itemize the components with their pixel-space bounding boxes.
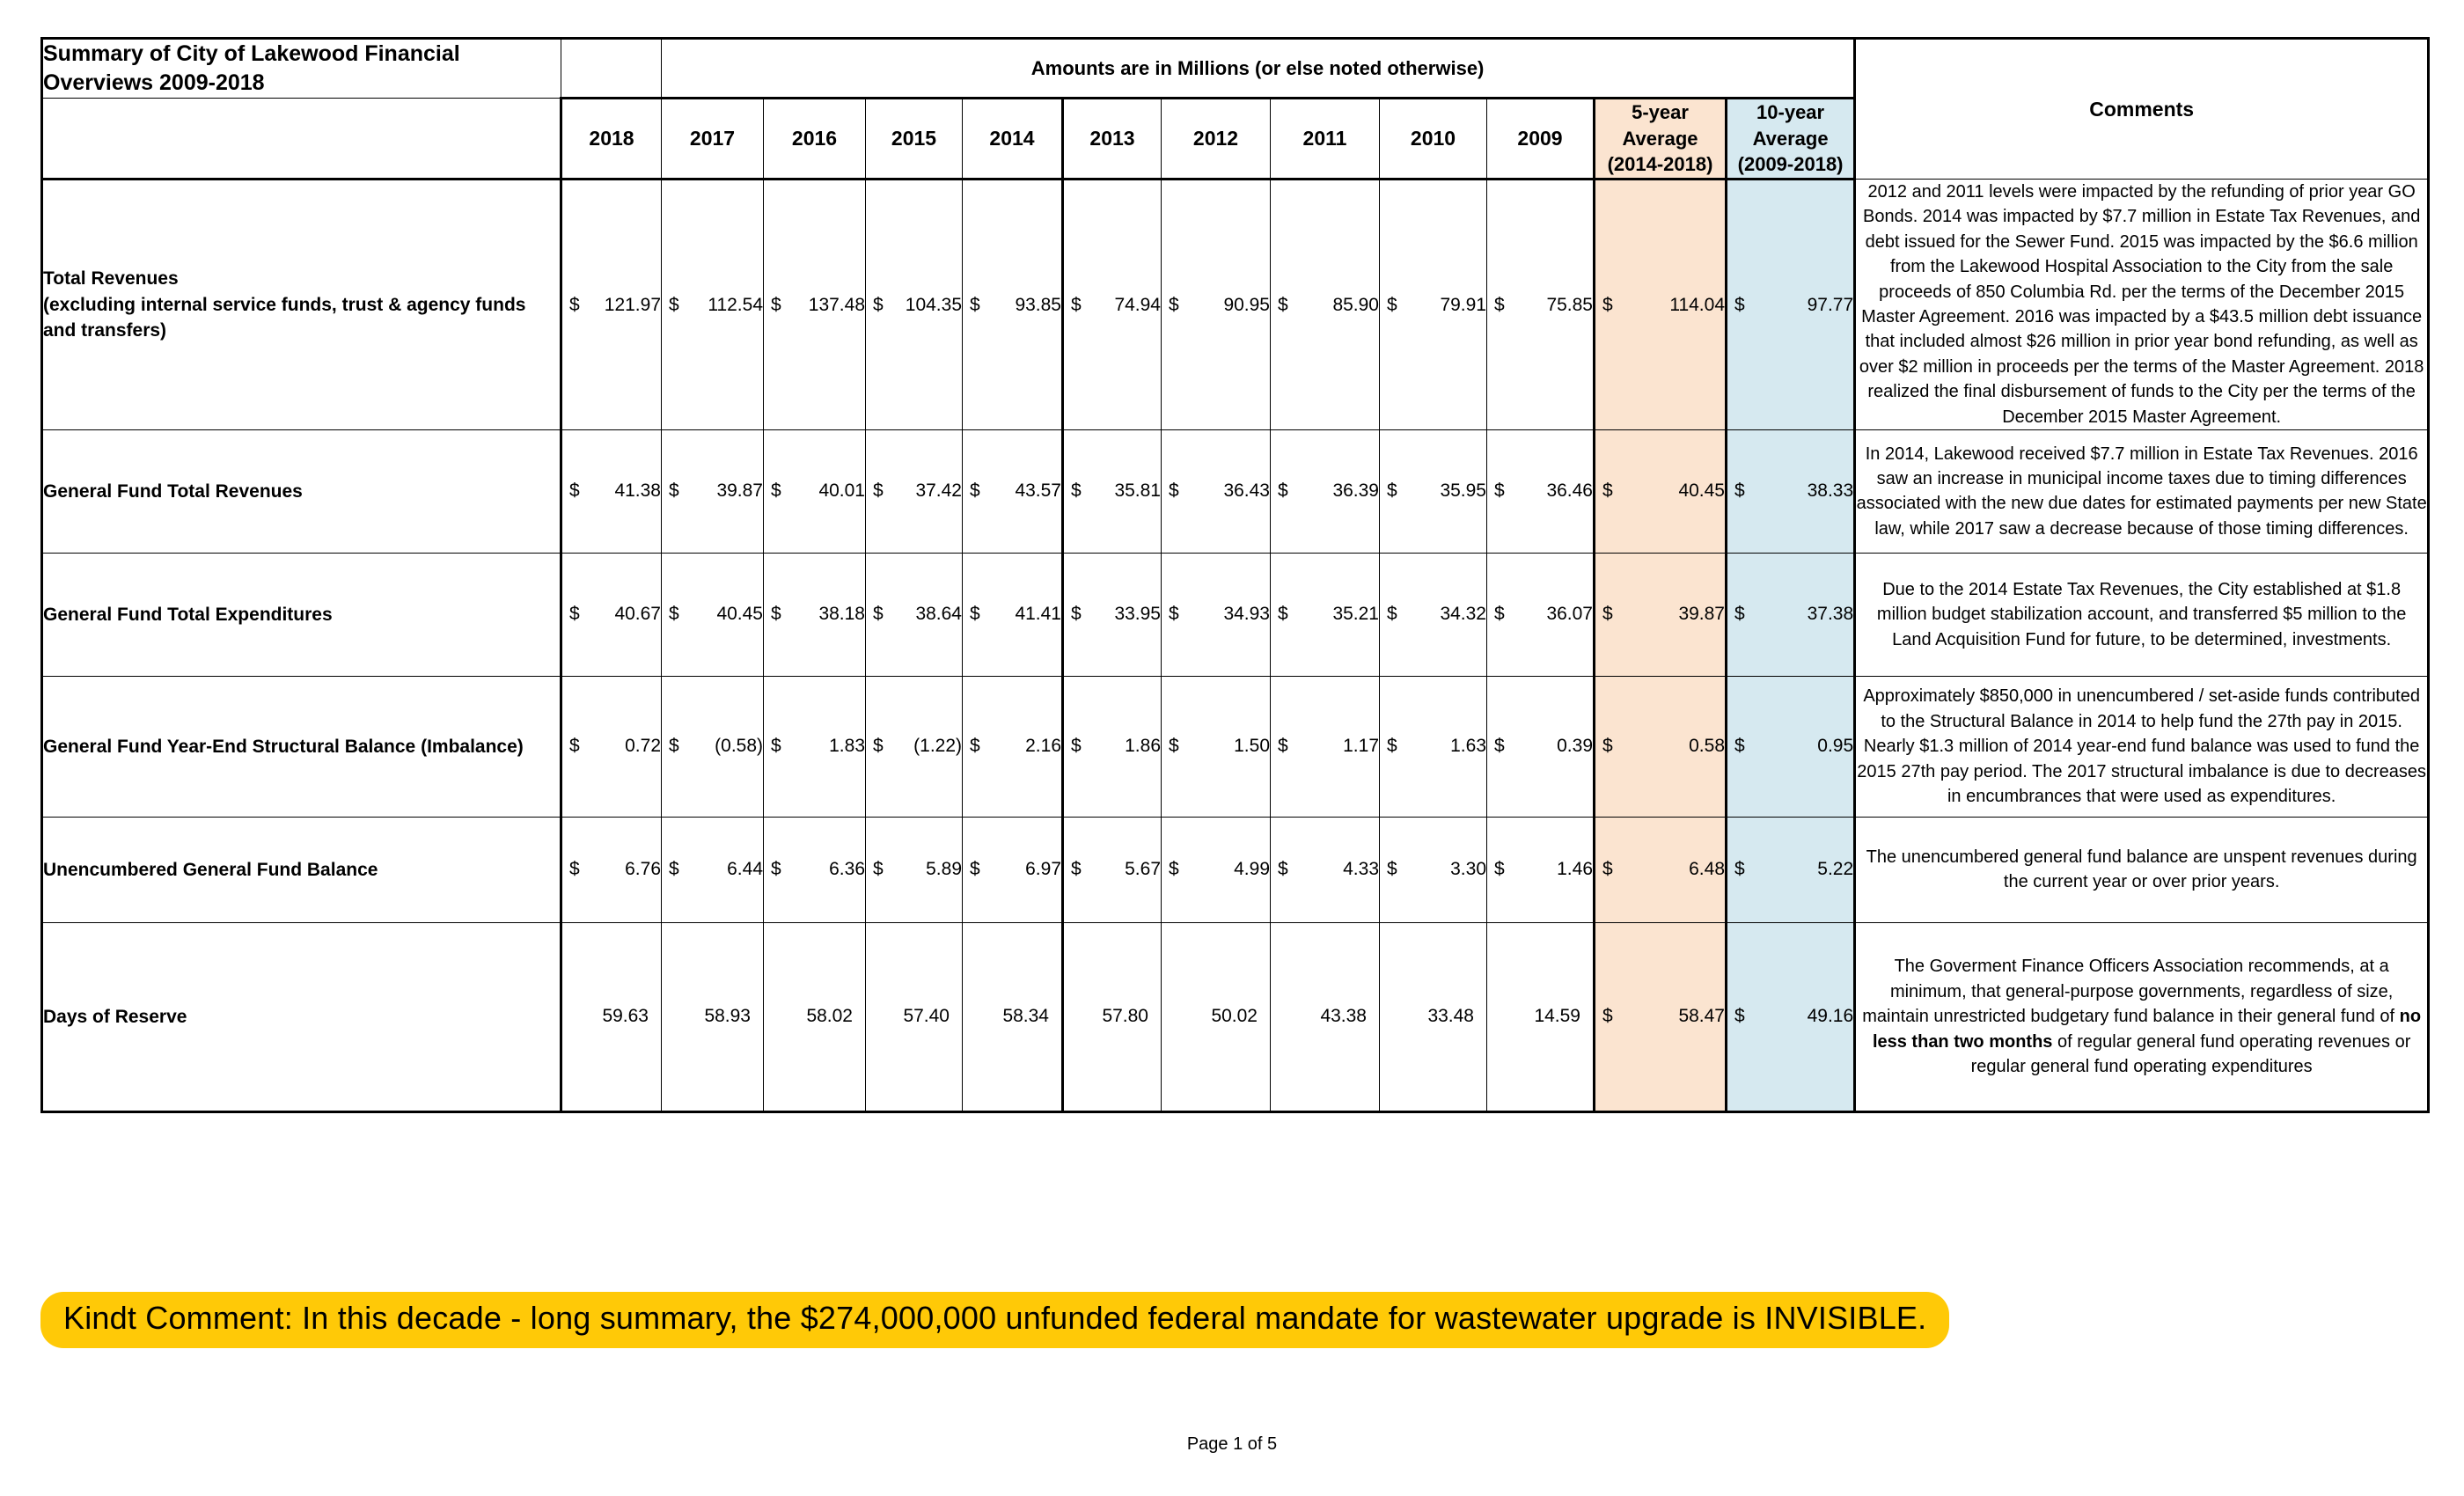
cell-gf-expenditures-2017 xyxy=(662,553,764,676)
cell-days-of-reserve-2011: 43.38 xyxy=(1271,922,1380,1111)
currency-symbol: $ xyxy=(970,736,980,757)
cell-gf-revenues-2010 xyxy=(1380,429,1487,553)
cell-gf-revenues-2009 xyxy=(1487,429,1595,553)
currency-symbol: $ xyxy=(1734,859,1745,880)
cell-gf-revenues-2013 xyxy=(1063,429,1162,553)
row-label-line1: Total Revenues xyxy=(43,268,179,289)
cell-value: 104.35 xyxy=(905,294,962,315)
currency-symbol: $ xyxy=(771,480,781,502)
currency-symbol: $ xyxy=(1494,604,1505,625)
currency-symbol: $ xyxy=(569,859,580,880)
cell-value: 97.77 xyxy=(1807,294,1854,315)
cell-unencumbered-2014 xyxy=(963,817,1063,922)
cell-value: 41.38 xyxy=(614,480,661,502)
cell-value: 1.83 xyxy=(829,736,865,757)
column-header-year-2017: 2017 xyxy=(662,99,764,180)
cell-total-revenues-2013 xyxy=(1063,180,1162,430)
cell-value: 6.36 xyxy=(829,859,865,880)
cell-structural-balance-avg5 xyxy=(1595,676,1727,817)
cell-value: 79.91 xyxy=(1440,294,1486,315)
cell-value: 137.48 xyxy=(808,294,865,315)
currency-symbol: $ xyxy=(669,859,679,880)
cell-total-revenues-2011 xyxy=(1271,180,1380,430)
column-header-year-2013: 2013 xyxy=(1063,99,1162,180)
cell-gf-revenues-2017 xyxy=(662,429,764,553)
cell-value: 41.41 xyxy=(1015,604,1061,625)
currency-symbol: $ xyxy=(569,480,580,502)
currency-symbol: $ xyxy=(1387,859,1397,880)
currency-symbol: $ xyxy=(873,604,884,625)
table-row xyxy=(42,180,2429,430)
cell-value: 36.07 xyxy=(1546,604,1593,625)
cell-value: 93.85 xyxy=(1015,294,1061,315)
currency-symbol: $ xyxy=(669,294,679,315)
currency-symbol: $ xyxy=(1387,294,1397,315)
avg5-line3: (2014-2018) xyxy=(1607,153,1713,176)
currency-symbol: $ xyxy=(1734,736,1745,757)
cell-gf-revenues-avg10 xyxy=(1727,429,1855,553)
cell-gf-expenditures-avg5 xyxy=(1595,553,1727,676)
currency-symbol: $ xyxy=(1169,294,1179,315)
cell-unencumbered-2013 xyxy=(1063,817,1162,922)
cell-unencumbered-2016 xyxy=(764,817,866,922)
cell-value: 38.64 xyxy=(915,604,962,625)
column-header-10-year-average xyxy=(1727,99,1855,180)
cell-value: 1.46 xyxy=(1557,859,1593,880)
currency-symbol: $ xyxy=(1071,736,1082,757)
kindt-comment-banner xyxy=(40,1292,2240,1348)
cell-days-of-reserve-avg10 xyxy=(1727,922,1855,1111)
currency-symbol: $ xyxy=(771,859,781,880)
currency-symbol: $ xyxy=(669,480,679,502)
cell-total-revenues-avg10 xyxy=(1727,180,1855,430)
cell-value: 36.39 xyxy=(1332,480,1379,502)
cell-value: 36.43 xyxy=(1223,480,1270,502)
cell-days-of-reserve-2009: 14.59 xyxy=(1487,922,1595,1111)
cell-value: 112.54 xyxy=(708,294,763,315)
cell-structural-balance-2013 xyxy=(1063,676,1162,817)
avg10-line1: 10-year xyxy=(1756,101,1825,123)
table-title-text: Summary of City of Lakewood Financial Overviews 2009-2018 xyxy=(43,41,460,95)
cell-gf-expenditures-2011 xyxy=(1271,553,1380,676)
currency-symbol: $ xyxy=(1387,604,1397,625)
currency-symbol: $ xyxy=(771,294,781,315)
cell-gf-revenues-2015 xyxy=(866,429,963,553)
currency-symbol: $ xyxy=(1278,480,1288,502)
cell-unencumbered-avg10 xyxy=(1727,817,1855,922)
cell-value: 6.44 xyxy=(727,859,763,880)
currency-symbol: $ xyxy=(970,294,980,315)
currency-symbol: $ xyxy=(1387,480,1397,502)
row-label-line2: (excluding internal service funds, trust & agency funds xyxy=(43,294,526,315)
cell-value: 5.89 xyxy=(926,859,962,880)
comment-general-fund-total-expenditures: Due to the 2014 Estate Tax Revenues, the City established at $1.8 million budget stabilization account, and transferred $5 million to the Land Acquisition Fund for future, to be determined, investments. xyxy=(1855,553,2429,676)
cell-value: 85.90 xyxy=(1332,294,1379,315)
cell-value: 0.58 xyxy=(1689,736,1725,757)
row-label-general-fund-total-revenues: General Fund Total Revenues xyxy=(42,429,561,553)
comment-text-pre: The Goverment Finance Officers Association recommends, at a minimum, that general-purpose governments, regardless of size, maintain unrestricted budgetary fund balance in their general fund of xyxy=(1862,957,2400,1027)
cell-value: 1.17 xyxy=(1343,736,1379,757)
cell-value: 5.67 xyxy=(1125,859,1161,880)
currency-symbol: $ xyxy=(669,736,679,757)
avg5-line1: 5-year xyxy=(1632,101,1689,123)
row-label-unencumbered-general-fund-balance: Unencumbered General Fund Balance xyxy=(42,817,561,922)
cell-value: 38.18 xyxy=(818,604,865,625)
avg10-line2: Average xyxy=(1752,127,1829,150)
column-header-year-2014: 2014 xyxy=(963,99,1063,180)
table-row xyxy=(42,676,2429,817)
currency-symbol: $ xyxy=(970,480,980,502)
column-header-year-2012: 2012 xyxy=(1162,99,1271,180)
cell-value: 43.57 xyxy=(1015,480,1061,502)
cell-value: 39.87 xyxy=(716,480,763,502)
cell-gf-revenues-2011 xyxy=(1271,429,1380,553)
currency-symbol: $ xyxy=(1602,1006,1613,1027)
cell-value: 4.33 xyxy=(1343,859,1379,880)
cell-total-revenues-2015 xyxy=(866,180,963,430)
cell-gf-revenues-2016 xyxy=(764,429,866,553)
currency-symbol: $ xyxy=(1494,294,1505,315)
currency-symbol: $ xyxy=(1071,294,1082,315)
cell-structural-balance-2017 xyxy=(662,676,764,817)
cell-total-revenues-avg5 xyxy=(1595,180,1727,430)
cell-value: 58.47 xyxy=(1678,1006,1725,1027)
column-header-5-year-average xyxy=(1595,99,1727,180)
cell-value: 40.45 xyxy=(1678,480,1725,502)
column-header-year-2018: 2018 xyxy=(561,99,662,180)
cell-value: 37.38 xyxy=(1807,604,1854,625)
currency-symbol: $ xyxy=(1734,604,1745,625)
cell-value: 0.95 xyxy=(1817,736,1854,757)
cell-days-of-reserve-2012: 50.02 xyxy=(1162,922,1271,1111)
cell-gf-expenditures-2013 xyxy=(1063,553,1162,676)
cell-gf-expenditures-avg10 xyxy=(1727,553,1855,676)
currency-symbol: $ xyxy=(1602,736,1613,757)
cell-value: 34.32 xyxy=(1440,604,1486,625)
cell-days-of-reserve-2016: 58.02 xyxy=(764,922,866,1111)
cell-days-of-reserve-2017: 58.93 xyxy=(662,922,764,1111)
comment-general-fund-total-revenues: In 2014, Lakewood received $7.7 million in Estate Tax Revenues. 2016 saw an increase in municipal income taxes due to timing differences associated with the new due dates for estimated payments per new State law, while 2017 saw a decrease because of those timing differences. xyxy=(1855,429,2429,553)
cell-value: 40.01 xyxy=(818,480,865,502)
column-header-year-2016: 2016 xyxy=(764,99,866,180)
cell-gf-revenues-2018 xyxy=(561,429,662,553)
comment-unencumbered-general-fund-balance: The unencumbered general fund balance are unspent revenues during the current year or over prior years. xyxy=(1855,817,2429,922)
cell-unencumbered-2015 xyxy=(866,817,963,922)
currency-symbol: $ xyxy=(873,294,884,315)
cell-value: 35.21 xyxy=(1332,604,1379,625)
currency-symbol: $ xyxy=(970,859,980,880)
amounts-note: Amounts are in Millions (or else noted otherwise) xyxy=(662,39,1855,99)
column-header-year-2011: 2011 xyxy=(1271,99,1380,180)
cell-value: 39.87 xyxy=(1678,604,1725,625)
row-label-structural-balance: General Fund Year-End Structural Balance (Imbalance) xyxy=(42,676,561,817)
cell-structural-balance-2010 xyxy=(1380,676,1487,817)
comments-column-header: Comments xyxy=(1855,39,2429,180)
currency-symbol: $ xyxy=(1071,859,1082,880)
currency-symbol: $ xyxy=(1278,294,1288,315)
cell-value: 36.46 xyxy=(1546,480,1593,502)
cell-unencumbered-avg5 xyxy=(1595,817,1727,922)
cell-value: 35.81 xyxy=(1114,480,1161,502)
currency-symbol: $ xyxy=(1734,1006,1745,1027)
cell-gf-expenditures-2010 xyxy=(1380,553,1487,676)
currency-symbol: $ xyxy=(1169,859,1179,880)
currency-symbol: $ xyxy=(771,736,781,757)
cell-structural-balance-2009 xyxy=(1487,676,1595,817)
currency-symbol: $ xyxy=(1602,604,1613,625)
currency-symbol: $ xyxy=(1602,480,1613,502)
currency-symbol: $ xyxy=(771,604,781,625)
cell-value: 1.86 xyxy=(1125,736,1161,757)
cell-days-of-reserve-2018: 59.63 xyxy=(561,922,662,1111)
currency-symbol: $ xyxy=(1278,859,1288,880)
cell-value: 2.16 xyxy=(1025,736,1061,757)
table-header-row-title xyxy=(42,39,2429,99)
currency-symbol: $ xyxy=(1169,736,1179,757)
cell-gf-expenditures-2018 xyxy=(561,553,662,676)
currency-symbol: $ xyxy=(669,604,679,625)
cell-value: 121.97 xyxy=(604,294,661,315)
currency-symbol: $ xyxy=(1071,604,1082,625)
currency-symbol: $ xyxy=(1278,604,1288,625)
cell-unencumbered-2012 xyxy=(1162,817,1271,922)
cell-value: 6.97 xyxy=(1025,859,1061,880)
cell-value: 33.95 xyxy=(1114,604,1161,625)
cell-total-revenues-2016 xyxy=(764,180,866,430)
cell-value: 1.63 xyxy=(1450,736,1486,757)
currency-symbol: $ xyxy=(1734,294,1745,315)
row-label-total-revenues xyxy=(42,180,561,430)
table-title xyxy=(42,39,561,99)
column-header-year-2015: 2015 xyxy=(866,99,963,180)
cell-total-revenues-2010 xyxy=(1380,180,1487,430)
column-header-year-2009: 2009 xyxy=(1487,99,1595,180)
table-row xyxy=(42,429,2429,553)
cell-value: 6.76 xyxy=(625,859,661,880)
row-label-days-of-reserve: Days of Reserve xyxy=(42,922,561,1111)
currency-symbol: $ xyxy=(1169,604,1179,625)
table-row xyxy=(42,817,2429,922)
cell-structural-balance-2014 xyxy=(963,676,1063,817)
cell-value: 0.72 xyxy=(625,736,661,757)
spacer-cell xyxy=(561,39,662,99)
cell-days-of-reserve-2010: 33.48 xyxy=(1380,922,1487,1111)
cell-gf-expenditures-2014 xyxy=(963,553,1063,676)
cell-unencumbered-2017 xyxy=(662,817,764,922)
currency-symbol: $ xyxy=(873,859,884,880)
currency-symbol: $ xyxy=(1602,859,1613,880)
cell-days-of-reserve-avg5 xyxy=(1595,922,1727,1111)
comment-text-bold: no less than two months xyxy=(1872,1007,2422,1052)
cell-structural-balance-2015 xyxy=(866,676,963,817)
currency-symbol: $ xyxy=(1169,480,1179,502)
cell-value: 114.04 xyxy=(1669,294,1725,315)
cell-value: (0.58) xyxy=(715,736,763,757)
cell-value: 90.95 xyxy=(1223,294,1270,315)
currency-symbol: $ xyxy=(1278,736,1288,757)
page-footer: Page 1 of 5 xyxy=(1186,1434,1278,1454)
currency-symbol: $ xyxy=(569,604,580,625)
currency-symbol: $ xyxy=(1071,480,1082,502)
cell-value: 1.50 xyxy=(1234,736,1270,757)
cell-gf-expenditures-2009 xyxy=(1487,553,1595,676)
currency-symbol: $ xyxy=(1494,859,1505,880)
cell-value: 5.22 xyxy=(1817,859,1854,880)
cell-gf-revenues-2012 xyxy=(1162,429,1271,553)
cell-unencumbered-2011 xyxy=(1271,817,1380,922)
cell-value: 40.45 xyxy=(716,604,763,625)
comment-text-post: of regular general fund operating revenues or regular general fund operating expenditures xyxy=(1970,1031,2411,1077)
cell-unencumbered-2010 xyxy=(1380,817,1487,922)
currency-symbol: $ xyxy=(1387,736,1397,757)
comment-structural-balance: Approximately $850,000 in unencumbered / set-aside funds contributed to the Structural Balance in 2014 to help fund the 27th pay in 2015. Nearly $1.3 million of 2014 year-end fund balance was used to fund the 2015 27th pay period. The 2017 structural imbalance is due to decreases in encumbrances that were used as expenditures. xyxy=(1855,676,2429,817)
cell-gf-revenues-avg5 xyxy=(1595,429,1727,553)
table-row xyxy=(42,553,2429,676)
cell-days-of-reserve-2014: 58.34 xyxy=(963,922,1063,1111)
currency-symbol: $ xyxy=(1734,480,1745,502)
row-label-general-fund-total-expenditures: General Fund Total Expenditures xyxy=(42,553,561,676)
cell-value: 34.93 xyxy=(1223,604,1270,625)
cell-value: 40.67 xyxy=(614,604,661,625)
cell-value: 49.16 xyxy=(1807,1006,1854,1027)
currency-symbol: $ xyxy=(1602,294,1613,315)
avg10-line3: (2009-2018) xyxy=(1737,153,1844,176)
cell-total-revenues-2018 xyxy=(561,180,662,430)
currency-symbol: $ xyxy=(970,604,980,625)
currency-symbol: $ xyxy=(873,480,884,502)
cell-structural-balance-2016 xyxy=(764,676,866,817)
currency-symbol: $ xyxy=(1494,480,1505,502)
cell-value: 6.48 xyxy=(1689,859,1725,880)
comment-total-revenues: 2012 and 2011 levels were impacted by the refunding of prior year GO Bonds. 2014 was impacted by $7.7 million in Estate Tax Revenues, and debt issued for the Sewer Fund. 2015 was impacted by the $6.6 million from the Lakewood Hospital Association to the City from the sale proceeds of 850 Columbia Rd. per the terms of the December 2015 Master Agreement. 2016 was impacted by a $43.5 million debt issuance that included almost $26 million in prior year bond refunding, as well as over $2 million in proceeds per the terms of the Master Agreement. 2018 realized the final disbursement of funds to the City per the terms of the December 2015 Master Agreement. xyxy=(1855,180,2429,430)
cell-days-of-reserve-2015: 57.40 xyxy=(866,922,963,1111)
cell-total-revenues-2014 xyxy=(963,180,1063,430)
kindt-comment-text: Kindt Comment: In this decade - long summary, the $274,000,000 unfunded federal mandate for wastewater upgrade is INVISIBLE. xyxy=(40,1292,1949,1348)
avg5-line2: Average xyxy=(1622,127,1698,150)
currency-symbol: $ xyxy=(569,736,580,757)
cell-value: 3.30 xyxy=(1450,859,1486,880)
cell-value: 0.39 xyxy=(1557,736,1593,757)
cell-structural-balance-avg10 xyxy=(1727,676,1855,817)
cell-gf-revenues-2014 xyxy=(963,429,1063,553)
cell-structural-balance-2012 xyxy=(1162,676,1271,817)
cell-value: 35.95 xyxy=(1440,480,1486,502)
cell-value: (1.22) xyxy=(913,736,962,757)
cell-total-revenues-2012 xyxy=(1162,180,1271,430)
currency-symbol: $ xyxy=(569,294,580,315)
comment-days-of-reserve xyxy=(1855,922,2429,1111)
financial-summary-table xyxy=(40,37,2430,1113)
cell-gf-expenditures-2015 xyxy=(866,553,963,676)
row-label-line3: and transfers) xyxy=(43,320,167,341)
currency-symbol: $ xyxy=(873,736,884,757)
column-header-year-2010: 2010 xyxy=(1380,99,1487,180)
header-blank-cell xyxy=(42,99,561,180)
cell-unencumbered-2009 xyxy=(1487,817,1595,922)
table-row xyxy=(42,922,2429,1111)
cell-structural-balance-2018 xyxy=(561,676,662,817)
cell-value: 37.42 xyxy=(915,480,962,502)
cell-value: 74.94 xyxy=(1114,294,1161,315)
cell-unencumbered-2018 xyxy=(561,817,662,922)
cell-gf-expenditures-2016 xyxy=(764,553,866,676)
cell-value: 4.99 xyxy=(1234,859,1270,880)
cell-total-revenues-2017 xyxy=(662,180,764,430)
cell-days-of-reserve-2013: 57.80 xyxy=(1063,922,1162,1111)
cell-gf-expenditures-2012 xyxy=(1162,553,1271,676)
cell-structural-balance-2011 xyxy=(1271,676,1380,817)
cell-value: 38.33 xyxy=(1807,480,1854,502)
currency-symbol: $ xyxy=(1494,736,1505,757)
cell-value: 75.85 xyxy=(1546,294,1593,315)
cell-total-revenues-2009 xyxy=(1487,180,1595,430)
